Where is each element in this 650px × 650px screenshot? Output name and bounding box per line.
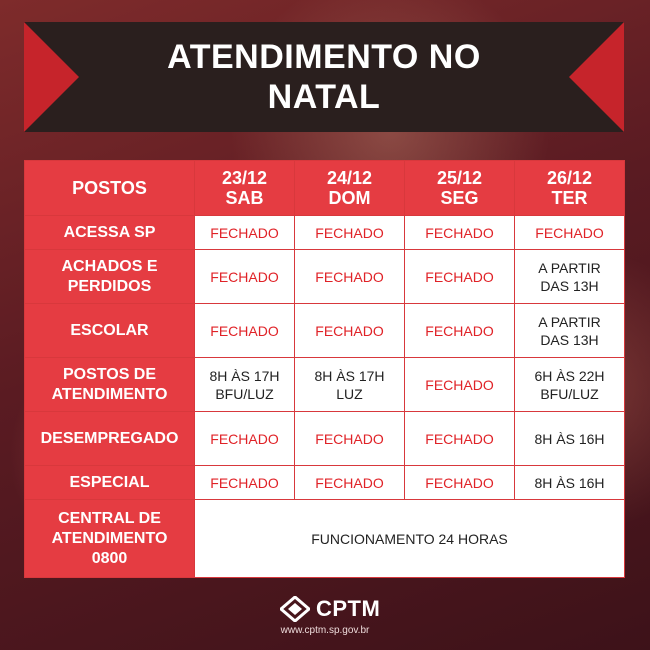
schedule-cell-line: FECHADO [315,268,384,285]
schedule-cell-line: 8H ÀS 16H [534,430,605,447]
column-header-date [405,161,515,216]
schedule-cell-line: FECHADO [425,268,494,285]
row-label-line: ATENDIMENTO [51,385,168,403]
schedule-cell-closed [295,412,405,466]
banner-left-triangle [24,22,79,132]
column-date: 24/12 [326,168,373,188]
schedule-cell-closed [295,250,405,304]
schedule-cell-line: FECHADO [210,430,279,447]
table-row [25,250,625,304]
column-day: SEG [440,188,479,208]
schedule-cell-line: A PARTIR [538,259,601,276]
row-label-line: PERDIDOS [67,277,152,295]
schedule-cell-closed [195,304,295,358]
schedule-cell-line: FECHADO [315,430,384,447]
schedule-cell-hours [515,250,625,304]
row-label-line: ESPECIAL [69,473,150,491]
schedule-cell-closed [295,466,405,500]
schedule-cell-line: A PARTIR [538,313,601,330]
row-label [25,466,195,500]
schedule-cell-closed [405,216,515,250]
schedule-cell-hours [515,412,625,466]
schedule-cell-closed [195,466,295,500]
column-header-date [515,161,625,216]
schedule-cell-line: 8H ÀS 17H [209,367,280,384]
row-label [25,412,195,466]
table-row [25,466,625,500]
row-label [25,250,195,304]
header-row [25,161,625,216]
schedule-cell-line: BFU/LUZ [540,385,599,402]
schedule-cell-closed [195,216,295,250]
column-date: 25/12 [436,168,483,188]
row-label-line: ACESSA SP [63,223,156,241]
schedule-cell-line: FECHADO [210,268,279,285]
schedule-cell-closed [405,304,515,358]
column-header-postos: POSTOS [25,161,195,216]
schedule-cell-closed [405,250,515,304]
schedule-cell-24h: FUNCIONAMENTO 24 HORAS [195,500,625,578]
column-day: DOM [328,188,371,208]
title-banner [24,22,624,132]
schedule-cell-line: FECHADO [535,224,604,241]
row-label-line: DESEMPREGADO [40,429,179,447]
schedule-cell-line: FECHADO [210,224,279,241]
schedule-cell-line: BFU/LUZ [215,385,274,402]
column-day: TER [551,188,588,208]
table-row [25,358,625,412]
table-row [25,412,625,466]
schedule-cell-closed [295,216,405,250]
schedule-cell-line: FECHADO [210,474,279,491]
schedule-cell-closed [405,412,515,466]
schedule-cell-line: LUZ [336,385,363,402]
table-row [25,500,625,578]
schedule-cell-closed [405,358,515,412]
schedule-cell-line: DAS 13H [540,277,599,294]
row-label [25,304,195,358]
banner-right-triangle [569,22,624,132]
page-title [144,37,504,117]
schedule-cell-line: 6H ÀS 22H [534,367,605,384]
schedule-cell-hours [515,304,625,358]
cptm-brand: CPTM [316,596,381,621]
schedule-cell-closed [195,412,295,466]
schedule-cell-line: FECHADO [315,474,384,491]
schedule-cell-closed [195,250,295,304]
row-label-line: ESCOLAR [70,321,149,339]
row-label-line: ATENDIMENTO [51,529,168,547]
schedule-cell-hours [295,358,405,412]
row-label [25,358,195,412]
schedule-cell-line: FECHADO [425,322,494,339]
column-day: SAB [225,188,264,208]
schedule-cell-line: FECHADO [425,224,494,241]
schedule-cell-closed [515,216,625,250]
schedule-cell-closed [295,304,405,358]
schedule-cell-hours [515,358,625,412]
column-header-date [295,161,405,216]
schedule-cell-line: FECHADO [315,322,384,339]
cptm-logo-icon [280,596,310,622]
schedule-cell-line: FECHADO [210,322,279,339]
schedule-table [24,160,625,578]
schedule-cell-closed [405,466,515,500]
schedule-cell-line: 8H ÀS 16H [534,474,605,491]
row-label [25,500,195,578]
schedule-cell-line: FECHADO [425,430,494,447]
schedule-cell-hours [515,466,625,500]
row-label-line: CENTRAL DE [58,509,161,527]
schedule-cell-line: FECHADO [425,474,494,491]
schedule-cell-line: DAS 13H [540,331,599,348]
title-line-1: ATENDIMENTO NO [167,38,481,76]
column-header-date [195,161,295,216]
row-label-line: 0800 [91,549,128,567]
column-date: 26/12 [546,168,593,188]
schedule-cell-line: 8H ÀS 17H [314,367,385,384]
table-row [25,216,625,250]
schedule-cell-line: FECHADO [315,224,384,241]
title-line-2: NATAL [267,78,381,116]
schedule-cell-line: FECHADO [425,376,494,393]
row-label [25,216,195,250]
row-label-line: POSTOS DE [62,365,157,383]
cptm-logo [280,596,380,622]
row-label-line: ACHADOS E [61,257,158,275]
column-date: 23/12 [221,168,268,188]
footer-url: www.cptm.sp.gov.br [280,625,370,636]
schedule-cell-hours [195,358,295,412]
table-row [25,304,625,358]
